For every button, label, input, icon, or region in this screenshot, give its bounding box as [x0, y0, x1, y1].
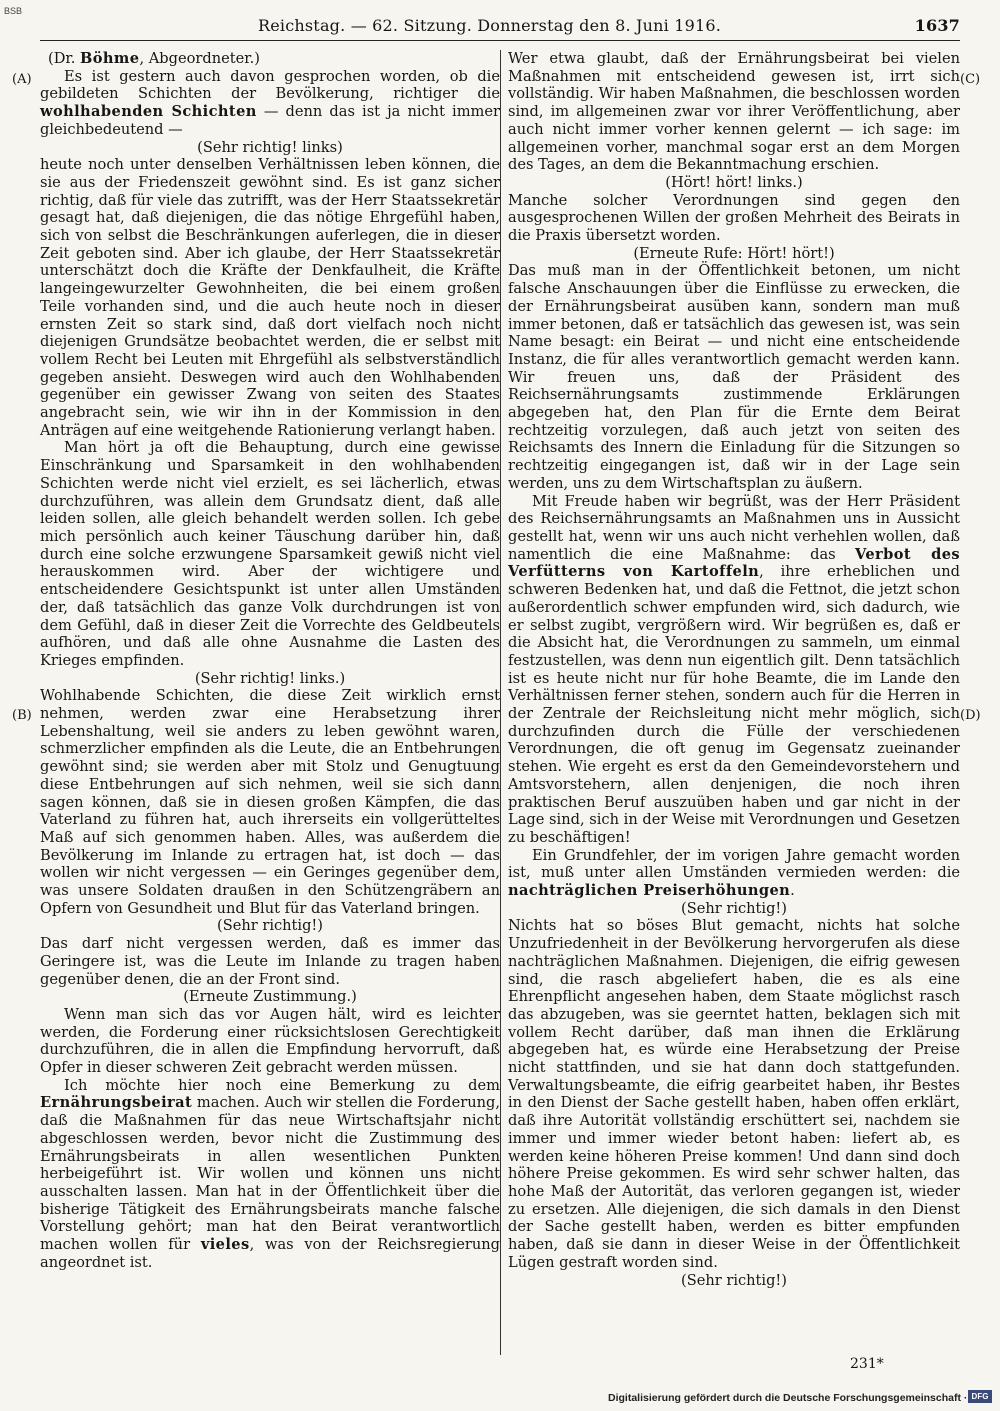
paragraph: Wohlhabende Schichten, die diese Zeit wirklich ernst nehmen, werden zwar eine Herabsetzung ihrer Lebenshaltung, weil sie anders zu leben gewöhnt waren, schmerzlicher empfinden als die Leute, die an Entbehrungen gewöhnt sind; sie werden aber mit Stolz und Genugtuung diese Entbehrungen auf sich nehmen, weil sie sich dann sagen können, daß sie in diesen großen Kämpfen, die das Vaterland zu führen hat, auch ihrerseits ein vollgerütteltes Maß auf sich genommen haben. Alles, was außerdem die Bevölkerung im Inlande zu ertragen hat, ist doch — das wollen wir nicht vergessen — ein Geringes gegenüber dem, was unsere Soldaten draußen in den Schützengräbern an Opfern von Gesundheit und Blut für das Vaterland bringen.: [40, 687, 500, 917]
emphasis-preiserhoehungen: nachträglichen Preiserhöhungen: [508, 882, 791, 900]
paragraph: Mit Freude haben wir begrüßt, was der Herr Präsident des Reichsernährungsamts an Maßnahmen uns in Aussicht gestellt hat, wenn wir uns auch nicht verhehlen wollen, daß namentlich die eine Maßnahme: das Verbot des Verfütterns von Kartoffeln, ihre erheblichen und schweren Bedenken hat, und daß die Fettnot, die jetzt schon außerordentlich schwer empfunden wird, sich dadurch, wie er selbst zugibt, vergrößern wird. Wir begrüßen es, daß er die Absicht hat, die Verordnungen zu sammeln, um einmal festzustellen, was denn nun eigentlich gilt. Denn tatsächlich ist es heute nicht nur für hohe Beamte, die im Lande den Verhältnissen ferner stehen, sondern auch für die Herren in der Zentrale der Reichsleitung nicht mehr möglich, sich durchzufinden durch die Fülle der verschiedenen Verordnungen, die oft genug im Gegensatz zueinander stehen. Wie ergeht es erst da den Gemeindevorstehern und Amtsvorstehern, allen denjenigen, die noch ihren praktischen Beruf auszuüben haben und gar nicht in der Lage sind, sich in der Weise mit Verordnungen und Gesetzen zu beschäftigen!: [508, 492, 961, 846]
speaker-line: [40, 50, 500, 68]
paragraph: Das muß man in der Öffentlichkeit betonen, um nicht falsche Anschauungen über die Einflüsse zu erwecken, die der Ernährungsbeirat ausüben kann, sondern man muß immer betonen, daß er tatsächlich das gewesen ist, was sein Name besagt: ein Beirat — und nicht eine entscheidende Instanz, die für alles verantwortlich gemacht werden kann. Wir freuen uns, daß der Präsident des Reichsernährungsamts zustimmende Erklärungen abgegeben hat, den Plan für die Ernte dem Beirat rechtzeitig vorzulegen, daß auch jetzt von seiten des Reichsamts des Innern die Einladung für die Sitzungen so rechtzeitig eingegangen ist, daß wir in der Lage sein werden, uns zu dem Wirtschaftsplan zu äußern.: [508, 262, 960, 492]
paragraph: Wenn man sich das vor Augen hält, wird es leichter werden, die Forderung einer rücksichtslosen Gerechtigkeit durchzuführen, die in allen die Empfindung hervorruft, daß Opfer in dieser schweren Zeit gebracht werden müssen.: [40, 1005, 500, 1077]
margin-marker-b: (B): [12, 708, 32, 723]
margin-marker-c: (C): [960, 72, 981, 87]
paragraph: Manche solcher Verordnungen sind gegen den ausgesprochenen Willen der großen Mehrheit des Beirats in die Praxis übersetzt worden.: [508, 191, 960, 245]
header-title: Reichstag. — 62. Sitzung. Donnerstag den 8. Juni 1916.: [258, 16, 722, 35]
paragraph: Ich möchte hier noch eine Bemerkung zu dem Ernährungsbeirat machen. Auch wir stellen die Forderung, daß die Maßnahmen für das neue Wirtschaftsjahr nicht abgeschlossen werden, bevor nicht die Zustimmung des Ernährungsbeirats in allen wesentlichen Punkten herbeigeführt ist. Wir wollen und können uns nicht ausschalten lassen. Man hat in der Öffentlichkeit über die bisherige Tätigkeit des Ernährungsbeirats manche falsche Vorstellung gehört; man hat den Beirat verantwortlich machen wollen für vieles, was von der Reichsregierung angeordnet ist.: [40, 1076, 500, 1271]
library-corner-mark: BSB: [4, 6, 23, 16]
paragraph: Ein Grundfehler, der im vorigen Jahre gemacht worden ist, muß unter allen Umständen vermieden werden: die nachträglichen Preiserhöhungen.: [508, 846, 960, 900]
paragraph: Nichts hat so böses Blut gemacht, nichts hat solche Unzufriedenheit in der Bevölkerung hervorgerufen als diese nachträglichen Maßnahmen. Diejenigen, die eifrig gewesen sind, die rasch abgeliefert haben, die es als eine Ehrenpflicht angesehen haben, dem Staate möglichst rasch das abzugeben, was sie geerntet hatten, beklagen sich mit vollem Recht darüber, daß man ihnen die Erklärung abgegeben hat, es würde eine Herabsetzung der Preise nicht stattfinden, und sie hat dann doch stattgefunden. Verwaltungsbeamte, die eifrig gearbeitet haben, ihr Bestes in den Dienst der Sache gestellt haben, haben offen erklärt, daß ihre Autorität vollständig erschüttert sei, nachdem sie immer und immer wieder betont haben: liefert ab, es werden keine höheren Preise kommen! Und dann sind doch höhere Preise gekommen. Es wird sehr schwer halten, das hohe Maß der Autorität, das verloren gegangen ist, wieder zu ersetzen. Alle diejenigen, die sich damals in den Dienst der Sache gestellt haben, werden es bitter empfunden haben, daß sie dann in dieser Weise in der Öffentlichkeit Lügen gestraft worden sind.: [508, 917, 960, 1271]
page-header: [40, 14, 960, 41]
interjection: (Sehr richtig!): [681, 1271, 787, 1289]
interjection: (Sehr richtig! links.): [194, 669, 346, 687]
speaker-suffix: , Abgeordneter.): [139, 50, 260, 67]
paragraph: Wer etwa glaubt, daß der Ernährungsbeirat bei vielen Maßnahmen mit entscheidend gewesen ist, irrt sich vollständig. Wir haben Maßnahmen, die beschlossen worden sind, im allgemeinen zwar vor ihrer Veröffentlichung, aber auch nicht immer vorher kennen gelernt — ich sage: im allgemeinen vorher, manchmal sogar erst an dem Morgen des Tages, an dem die Bekanntmachung erschien.: [508, 50, 960, 174]
interjection: (Sehr richtig! links): [197, 138, 343, 156]
emphasis-wohlhabenden: wohlhabenden Schichten: [40, 103, 257, 121]
margin-marker-d: (D): [960, 708, 981, 723]
funding-footer: Digitalisierung gefördert durch die Deutsche Forschungsgemeinschaft ·: [608, 1392, 968, 1404]
interjection: (Hört! hört! links.): [665, 173, 803, 191]
paragraph: heute noch unter denselben Verhältnissen leben können, die sie aus der Friedenszeit gewöhnt sind. Es ist ganz sicher richtig, daß für viele das zutrifft, was der Herr Staatssekretär gesagt hat, daß diejenigen, die das nötige Ehrgefühl haben, sich von selbst die Beschränkungen auferlegen, die in dieser Zeit geboten sind. Aber ich glaube, der Herr Staatssekretär unterschätzt doch die Kräfte der Denkfaulheit, die Kräfte langeingewurzelter Gewohnheiten, die bei einem großen Teile vorhanden sind, und die auch heute noch in dieser ernsten Zeit so stark sind, daß dort vielfach noch nicht diejenigen Grundsätze beobachtet werden, die er selbst mit vollem Recht bei Leuten mit Ehrgefühl als selbstverständlich gegeben ansieht. Deswegen wird auch den Wohlhabenden gegenüber ein gewisser Zwang von seiten des Staates angebracht sein, wie wir ihn in der Kommission in den Anträgen auf eine weitgehende Rationierung verlangt haben.: [40, 156, 500, 439]
emphasis-verbot: Verbot des Verfütterns von Kartoffeln: [508, 545, 960, 581]
interjection: (Sehr richtig!): [681, 899, 787, 917]
paragraph: Man hört ja oft die Behauptung, durch eine gewisse Einschränkung und Sparsamkeit in den wohlhabenden Schichten werde nicht viel erzielt, es sei lächerlich, etwas durchzuführen, was allein dem Grundsatz dient, daß alle leiden sollen, alle gleich behandelt werden sollen. Ich gebe mich persönlich auch keiner Täuschung darüber hin, daß durch eine solche erzwungene Sparsamkeit gewiß nicht viel herauskommen wird. Aber der wichtigere und entscheidendere Gesichtspunkt ist unter allen Umständen der, daß tatsächlich das ganze Volk durchdrungen ist von dem Gefühl, daß in dieser Zeit die Vorrechte des Geldbeutels aufhören, und daß alle ohne Ausnahme die Lasten des Krieges empfinden.: [40, 439, 500, 669]
speaker-name: Böhme: [80, 50, 140, 67]
interjection: (Erneute Zustimmung.): [183, 988, 357, 1006]
paragraph: Das darf nicht vergessen werden, daß es immer das Geringere ist, was die Leute im Inlande zu tragen haben gegenüber denen, die an der Front sind.: [40, 935, 500, 988]
paragraph: Es ist gestern auch davon gesprochen worden, ob die gebildeten Schichten der Bevölkerung, richtiger die wohlhabenden Schichten — denn das ist ja nicht immer gleichbedeutend —: [40, 67, 500, 138]
speaker-prefix: (Dr.: [48, 50, 81, 67]
column-divider: [500, 50, 501, 1355]
right-column: [508, 50, 960, 1289]
emphasis-ernaehrungsbeirat: Ernährungsbeirat: [40, 1094, 193, 1112]
page-number: 1637: [914, 16, 960, 35]
dfg-logo: DFG: [968, 1390, 992, 1403]
sheet-signature: 231*: [850, 1356, 884, 1372]
left-column: [40, 50, 500, 1272]
margin-marker-a: (A): [12, 72, 32, 87]
emphasis-vieles: vieles: [200, 1236, 250, 1254]
interjection: (Sehr richtig!): [217, 917, 323, 935]
interjection: (Erneute Rufe: Hört! hört!): [633, 244, 835, 262]
